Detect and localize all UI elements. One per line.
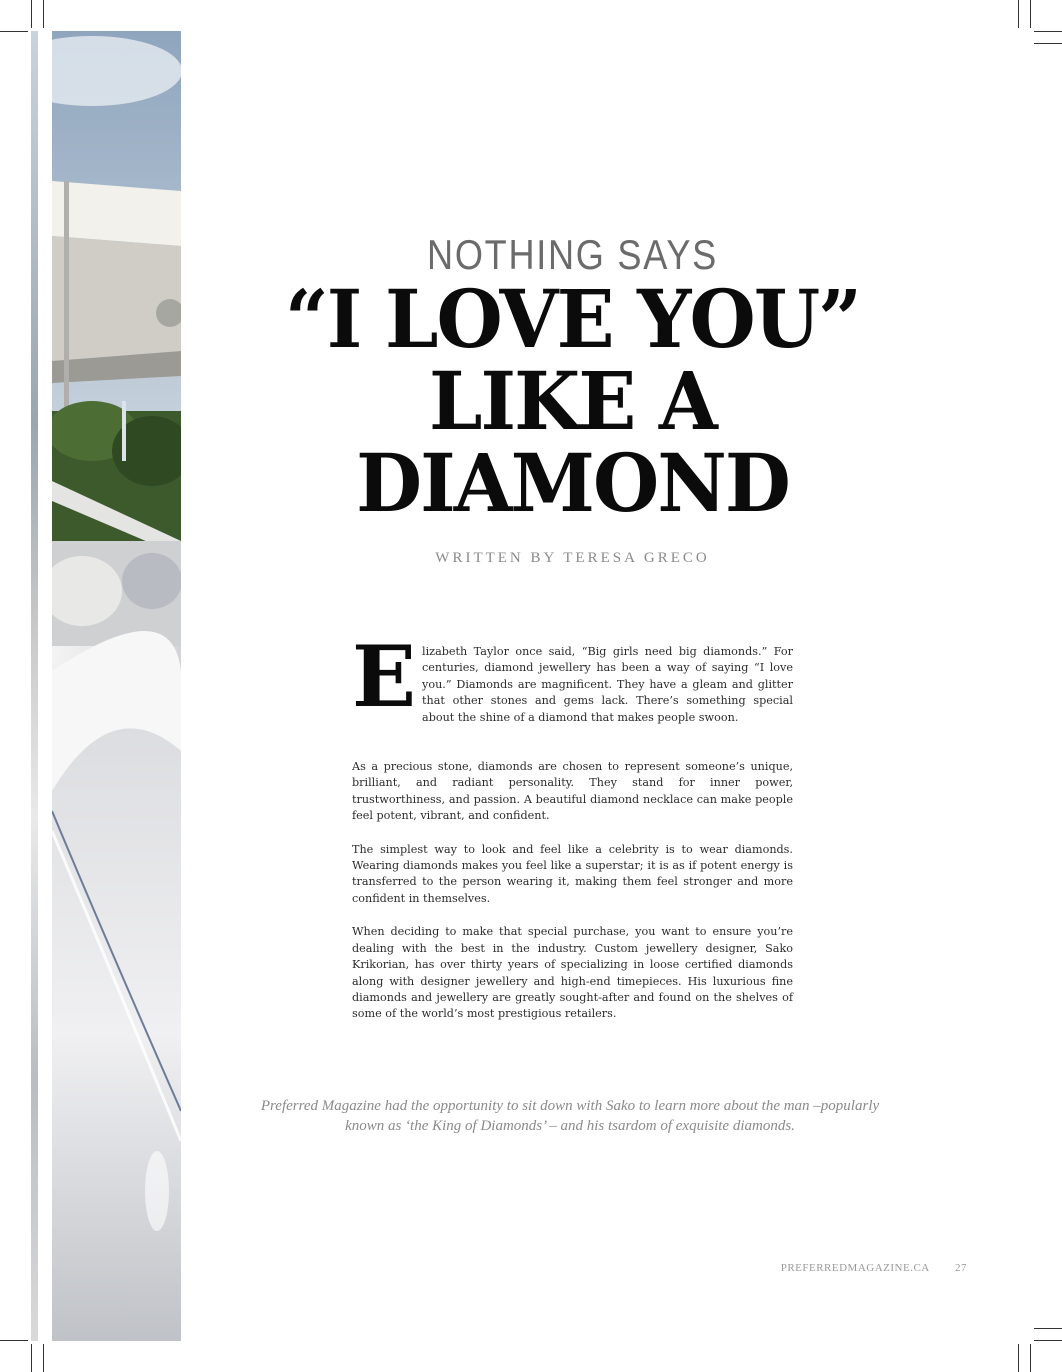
byline: WRITTEN BY TERESA GRECO (435, 550, 710, 566)
crop-mark (1018, 1344, 1019, 1372)
pull-quote-line: known as ‘the King of Diamonds’ – and his tsardom of exquisite diamonds. (345, 1118, 795, 1134)
footer-site: PREFERREDMAGAZINE.CA (780, 1262, 930, 1274)
page-number: 27 (955, 1262, 967, 1274)
pull-quote (230, 1096, 910, 1136)
crop-mark (1034, 31, 1062, 32)
article-body (352, 627, 793, 1040)
crop-mark (31, 1344, 32, 1372)
crop-mark (1030, 1344, 1031, 1372)
crop-mark (0, 31, 28, 32)
crop-mark (1030, 0, 1031, 28)
lead-paragraph (352, 627, 793, 726)
yacht-photo (52, 31, 181, 1341)
kicker-text: NOTHING SAYS (427, 231, 718, 278)
crop-mark (1034, 1328, 1062, 1329)
crop-mark (1034, 1340, 1062, 1341)
page-footer (781, 1262, 967, 1274)
crop-mark (31, 0, 32, 28)
crop-mark (1034, 43, 1062, 44)
photo-strip-thin (31, 31, 38, 1341)
crop-mark (43, 0, 44, 28)
body-paragraph: When deciding to make that special purchase, you want to ensure you’re dealing with the best in the industry. Custom jewellery designer, Sako Krikorian, has over thirty years of specializing in loose certified diamonds along with designer jewellery and high-end timepieces. His luxurious fine diamonds and jewellery are greatly sought-after and found on the shelves of some of the world’s most prestigious retailers. (352, 925, 793, 1021)
drop-cap: E (352, 627, 417, 726)
body-paragraph: The simplest way to look and feel like a celebrity is to wear diamonds. Wearing diamonds makes you feel like a superstar; it is as if potent energy is transferred to the person wearing it, making them feel stronger and more confident in themselves. (352, 842, 793, 905)
headline-line: “I LOVE YOU” (284, 272, 861, 366)
crop-mark (1018, 0, 1019, 28)
lead-text: lizabeth Taylor once said, “Big girls need big diamonds.” For centuries, diamond jewellery has been a way of saying “I love you.” Diamonds are magnificent. They have a gleam and glitter that other stones and gems lack. There’s something special about the shine of a diamond that makes people swoon. (422, 645, 793, 724)
pull-quote-line: Preferred Magazine had the opportunity to sit down with Sako to learn more about the man –popularly (260, 1098, 880, 1114)
body-paragraph: As a precious stone, diamonds are chosen to represent someone’s unique, brilliant, and radiant personality. They stand for inner power, trustworthiness, and passion. A beautiful diamond necklace can make people feel potent, vibrant, and confident. (352, 760, 793, 823)
crop-mark (0, 1340, 28, 1341)
headline-line: DIAMOND (356, 436, 789, 530)
headline (240, 272, 905, 530)
crop-mark (43, 1344, 44, 1372)
headline-line: LIKE A (428, 354, 716, 448)
